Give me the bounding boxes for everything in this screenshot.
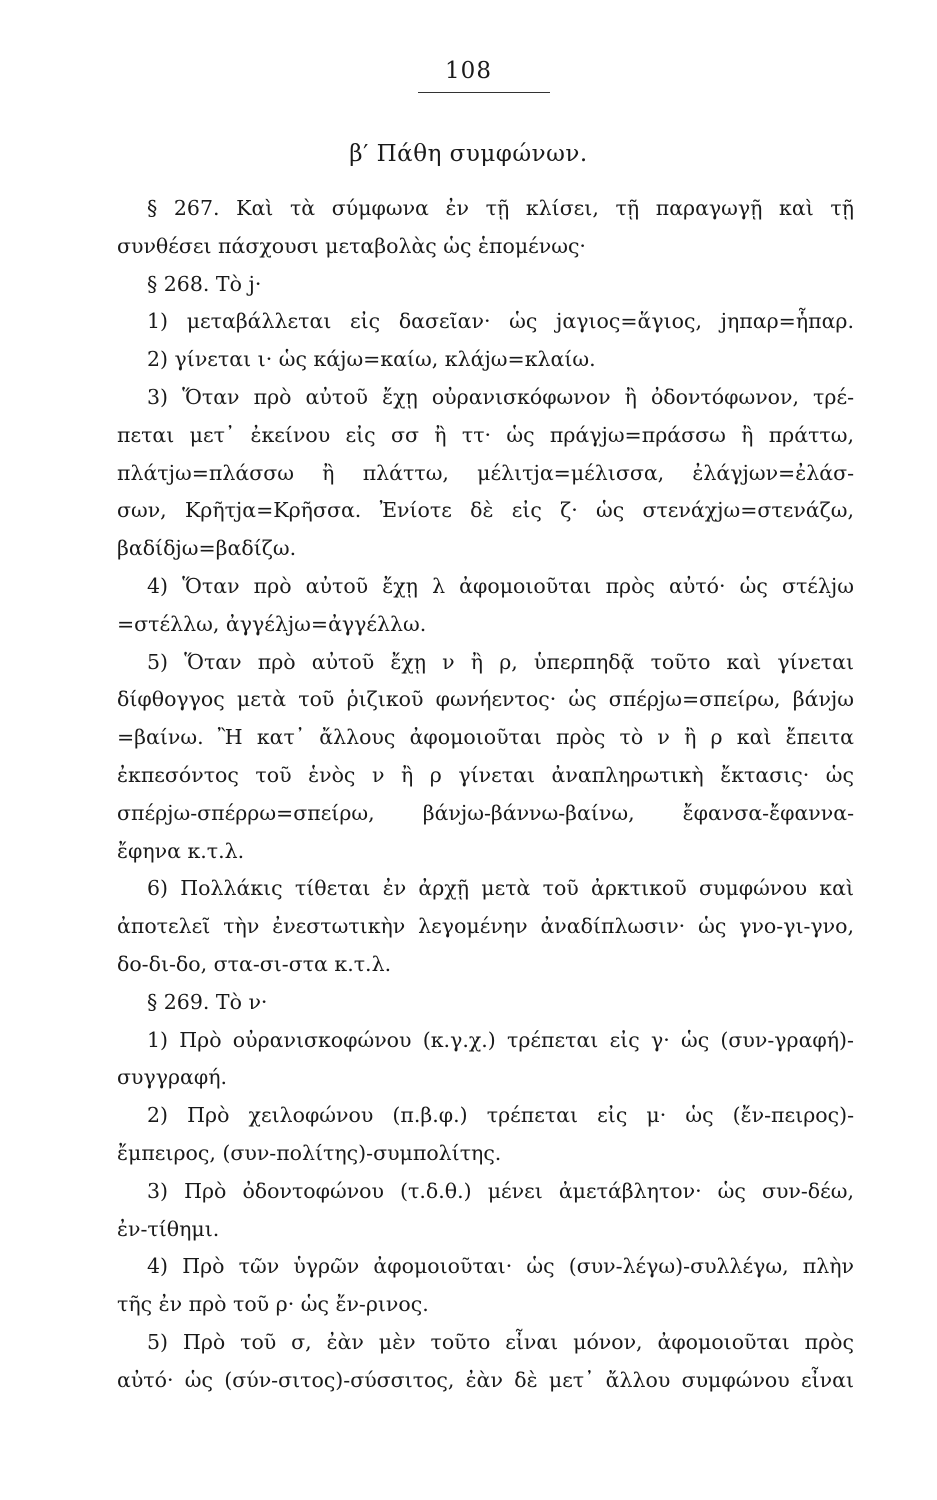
text-line: συνθέσει πάσχουσι μεταβολὰς ὡς ἑπομένως· xyxy=(117,233,586,258)
text-line: § 269. Τὸ ν· xyxy=(147,989,268,1014)
text-line: 4) Ὅταν πρὸ αὐτοῦ ἔχῃ λ ἀφομοιοῦται πρὸς αὐτό· ὡς στέλjω xyxy=(147,573,854,598)
text-line: δίφθογγος μετὰ τοῦ ῥιζικοῦ φωνήεντος· ὡς σπέρjω=σπείρω, βάνjω xyxy=(117,687,854,712)
text-line: δο-δι-δο, στα-σι-στα κ.τ.λ. xyxy=(117,951,392,976)
body-text xyxy=(117,190,854,1400)
text-line: σων, Κρῆτjα=Κρῆσσα. Ἐνίοτε δὲ εἰς ζ· ὡς στενάχjω=στενάζω, xyxy=(117,498,854,523)
text-line: πλάτjω=πλάσσω ἢ πλάττω, μέλιτjα=μέλισσα, ἐλάγjων=ἐλάσ- xyxy=(117,460,854,485)
text-line: ἐν-τίθημι. xyxy=(117,1216,220,1241)
text-line: 4) Πρὸ τῶν ὑγρῶν ἀφομοιοῦται· ὡς (συν-λέγω)-συλλέγω, πλὴν xyxy=(147,1254,854,1279)
text-line: 6) Πολλάκις τίθεται ἐν ἀρχῇ μετὰ τοῦ ἀρκτικοῦ συμφώνου καὶ xyxy=(147,876,854,901)
text-line: =στέλλω, ἀγγέλjω=ἀγγέλλω. xyxy=(117,611,427,636)
text-line: 2) γίνεται ι· ὡς κάjω=καίω, κλάjω=κλαίω. xyxy=(147,347,596,372)
text-line: ἐκπεσόντος τοῦ ἑνὸς ν ἢ ρ γίνεται ἀναπληρωτικὴ ἔκτασις· ὡς xyxy=(117,762,854,787)
text-line: 5) Πρὸ τοῦ σ, ἐὰν μὲν τοῦτο εἶναι μόνον, ἀφομοιοῦται πρὸς xyxy=(147,1329,854,1354)
text-line: πεται μετ᾽ ἐκείνου εἰς σσ ἢ ττ· ὡς πράγjω=πράσσω ἢ πράττω, xyxy=(117,422,854,447)
text-line: συγγραφή. xyxy=(117,1065,228,1090)
text-line: 1) μεταβάλλεται εἰς δασεῖαν· ὡς jαγιος=ἅγιος, jηπαρ=ἧπαρ. xyxy=(147,309,854,334)
text-line: ἔφηνα κ.τ.λ. xyxy=(117,838,245,863)
text-line: § 268. Τὸ j· xyxy=(147,271,262,296)
text-line: 5) Ὅταν πρὸ αὐτοῦ ἔχῃ ν ἢ ρ, ὑπερπηδᾷ τοῦτο καὶ γίνεται xyxy=(147,649,854,674)
text-line: βαδίδjω=βαδίζω. xyxy=(117,536,297,561)
text-line: =βαίνω. Ἢ κατ᾽ ἄλλους ἀφομοιοῦται πρὸς τὸ ν ἢ ρ καὶ ἔπειτα xyxy=(117,725,854,750)
text-line: 2) Πρὸ χειλοφώνου (π.β.φ.) τρέπεται εἰς μ· ὡς (ἔν-πειρος)- xyxy=(147,1103,854,1128)
text-line: 1) Πρὸ οὐρανισκοφώνου (κ.γ.χ.) τρέπεται εἰς γ· ὡς (συν-γραφή)- xyxy=(147,1027,854,1052)
text-line: 3) Ὅταν πρὸ αὐτοῦ ἔχῃ οὐρανισκόφωνον ἢ ὀδοντόφωνον, τρέ- xyxy=(147,384,854,409)
page-number: 108 xyxy=(445,58,492,84)
text-line: § 267. Καὶ τὰ σύμφωνα ἐν τῇ κλίσει, τῇ παραγωγῇ καὶ τῇ xyxy=(147,196,854,220)
text-line: ἀποτελεῖ τὴν ἐνεστωτικὴν λεγομένην ἀναδίπλωσιν· ὡς γνο-γι-γνο, xyxy=(117,914,854,939)
text-line: τῆς ἐν πρὸ τοῦ ρ· ὡς ἔν-ρινος. xyxy=(117,1292,429,1317)
section-heading: β′ Πάθη συμφώνων. xyxy=(349,141,588,167)
text-line: ἔμπειρος, (συν-πολίτης)-συμπολίτης. xyxy=(117,1140,502,1165)
text-line: αὐτό· ὡς (σύν-σιτος)-σύσσιτος, ἐὰν δὲ μετ᾽ ἄλλου συμφώνου εἶναι xyxy=(117,1367,854,1392)
text-line: σπέρjω-σπέρρω=σπείρω, βάνjω-βάννω-βαίνω, ἔφανσα-ἔφαννα- xyxy=(117,800,854,825)
text-line: 3) Πρὸ ὀδοντοφώνου (τ.δ.θ.) μένει ἀμετάβλητον· ὡς συν-δέω, xyxy=(147,1178,854,1203)
page-number-rule xyxy=(418,92,550,93)
